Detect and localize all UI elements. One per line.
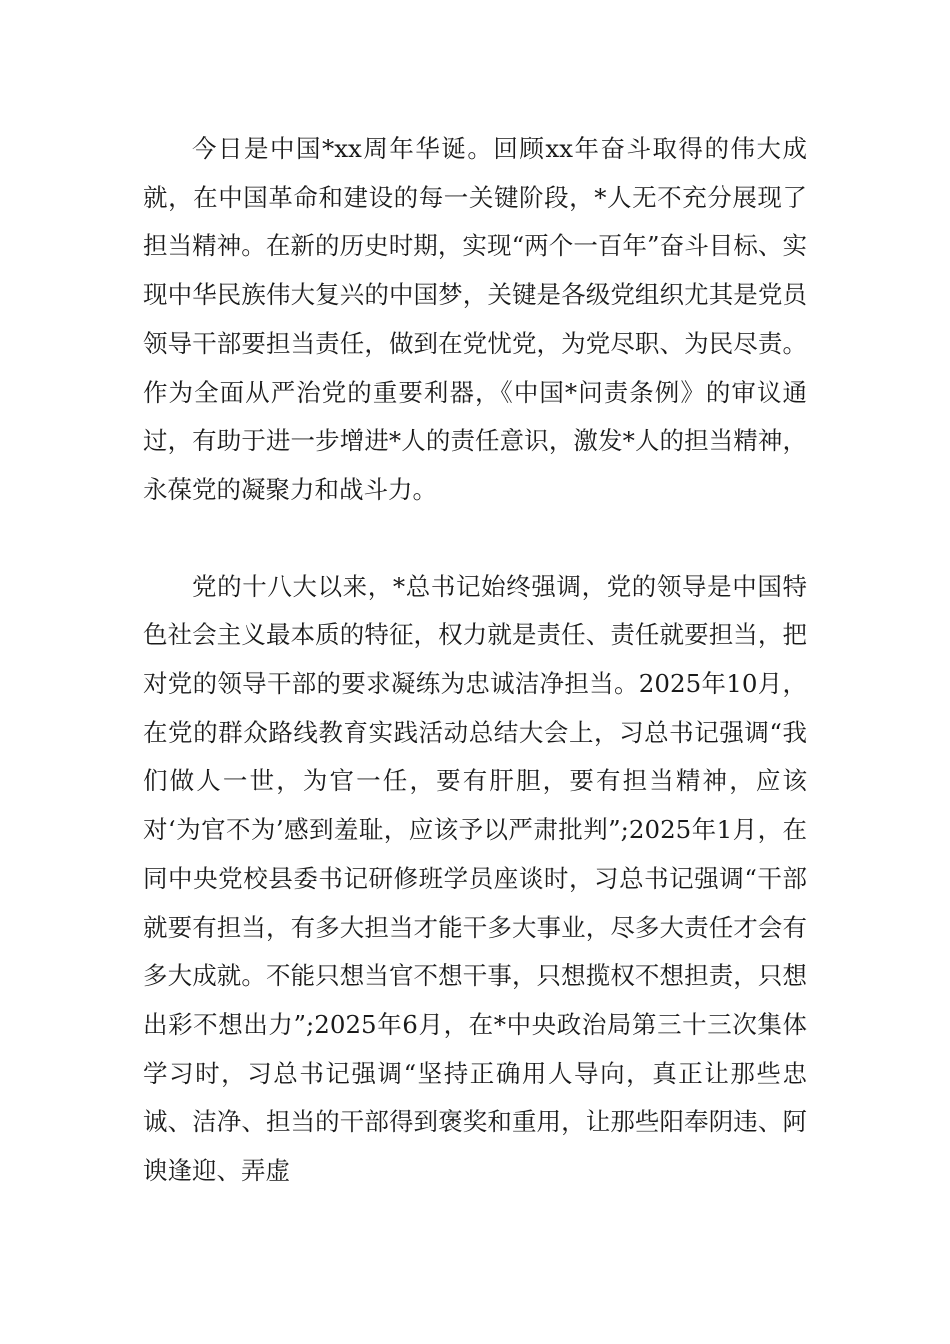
document-body <box>143 125 807 1196</box>
paragraph-1: 今日是中国*xx周年华诞。回顾xx年奋斗取得的伟大成就，在中国革命和建设的每一关键阶段，*人无不充分展现了担当精神。在新的历史时期，实现“两个一百年”奋斗目标、实现中华民族伟大复兴的中国梦，关键是各级党组织尤其是党员领导干部要担当责任，做到在党忧党，为党尽职、为民尽责。作为全面从严治党的重要利器，《中国*问责条例》的审议通过，有助于进一步增进*人的责任意识，激发*人的担当精神，永葆党的凝聚力和战斗力。 <box>143 134 807 504</box>
paragraph-2: 党的十八大以来，*总书记始终强调，党的领导是中国特色社会主义最本质的特征，权力就是责任、责任就要担当，把对党的领导干部的要求凝练为忠诚洁净担当。2025年10月，在党的群众路线教育实践活动总结大会上，习总书记强调“我们做人一世，为官一任，要有肝胆，要有担当精神，应该对‘为官不为’感到羞耻，应该予以严肃批判”;2025年1月，在同中央党校县委书记研修班学员座谈时，习总书记强调“干部就要有担当，有多大担当才能干多大事业，尽多大责任才会有多大成就。不能只想当官不想干事，只想揽权不想担责，只想出彩不想出力”;2025年6月，在*中央政治局第三十三次集体学习时，习总书记强调“坚持正确用人导向，真正让那些忠诚、洁净、担当的干部得到褒奖和重用，让那些阳奉阴违、阿谀逢迎、弄虚 <box>143 571 807 1186</box>
paragraph-spacer <box>143 515 807 563</box>
